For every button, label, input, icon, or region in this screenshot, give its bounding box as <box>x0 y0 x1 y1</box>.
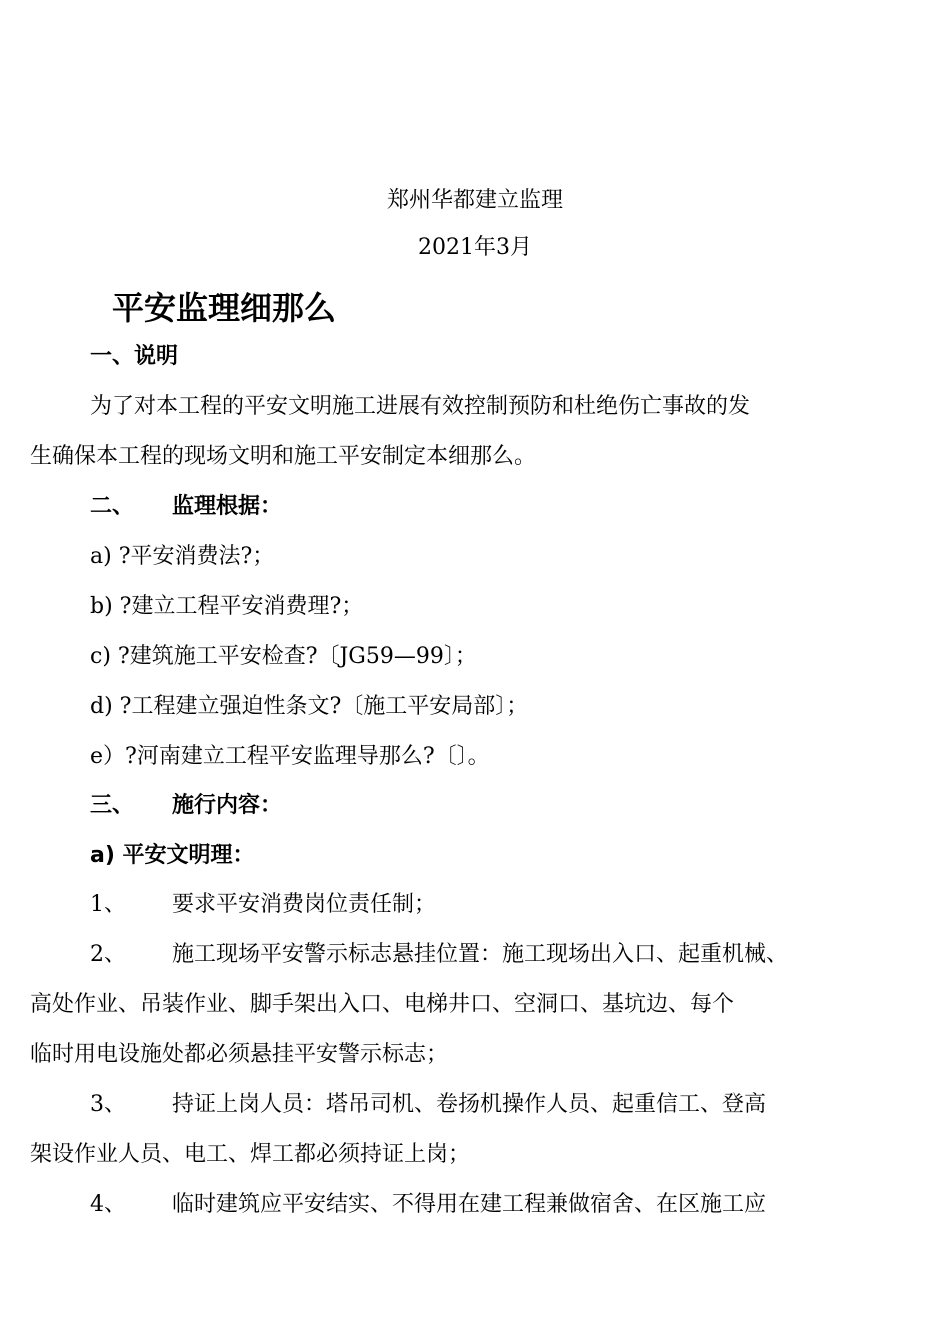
document-date: 2021年3月 <box>418 235 532 260</box>
item-number: 2、 <box>90 942 126 967</box>
item-text: 临时建筑应平安结实、不得用在建工程兼做宿舍、在区施工应 <box>172 1192 767 1217</box>
subsection-heading: a) 平安文明理： <box>90 843 255 868</box>
item-number: 3、 <box>90 1092 126 1117</box>
section-heading-2 <box>90 492 282 522</box>
list-item: c) ?建筑施工平安检查?〔JG59—99〕； <box>90 644 477 669</box>
list-item: a) ?平安消费法?； <box>90 544 275 569</box>
section-heading-text: 监理根据： <box>172 494 283 519</box>
org-name: 郑州华都建立监理 <box>386 188 563 213</box>
paragraph-line: 生确保本工程的现场文明和施工平安制定本细那么。 <box>30 444 537 469</box>
list-item <box>90 1090 766 1120</box>
paragraph-line: 临时用电设施处都必须悬挂平安警示标志； <box>30 1042 449 1067</box>
item-text: 施工现场平安警示标志悬挂位置：施工现场出入口、起重机械、 <box>172 942 789 967</box>
paragraph-line: 架设作业人员、电工、焊工都必须持证上岗； <box>30 1142 471 1167</box>
paragraph-line: 高处作业、吊装作业、脚手架出入口、电梯井口、空洞口、基坑边、每个 <box>30 992 735 1017</box>
section-number: 二、 <box>90 494 135 519</box>
section-heading-1: 一、说明 <box>90 344 179 369</box>
list-item <box>90 940 788 970</box>
list-item: b) ?建立工程平安消费理?； <box>90 594 364 619</box>
list-item <box>90 1190 766 1220</box>
item-number: 4、 <box>90 1192 126 1217</box>
item-number: 1、 <box>90 892 126 917</box>
section-number: 三、 <box>90 793 135 818</box>
paragraph-line: 为了对本工程的平安文明施工进展有效控制预防和杜绝伤亡事故的发 <box>90 394 751 419</box>
item-text: 持证上岗人员：塔吊司机、卷扬机操作人员、起重信工、登高 <box>172 1092 767 1117</box>
list-item: d) ?工程建立强迫性条文?〔施工平安局部〕； <box>90 694 529 719</box>
section-heading-3 <box>90 791 282 821</box>
page-title: 平安监理细那么 <box>112 289 337 327</box>
list-item: e）?河南建立工程平安监理导那么?〔〕。 <box>90 744 490 769</box>
item-text: 要求平安消费岗位责任制； <box>172 892 437 917</box>
section-heading-text: 施行内容： <box>172 793 283 818</box>
list-item <box>90 890 436 920</box>
